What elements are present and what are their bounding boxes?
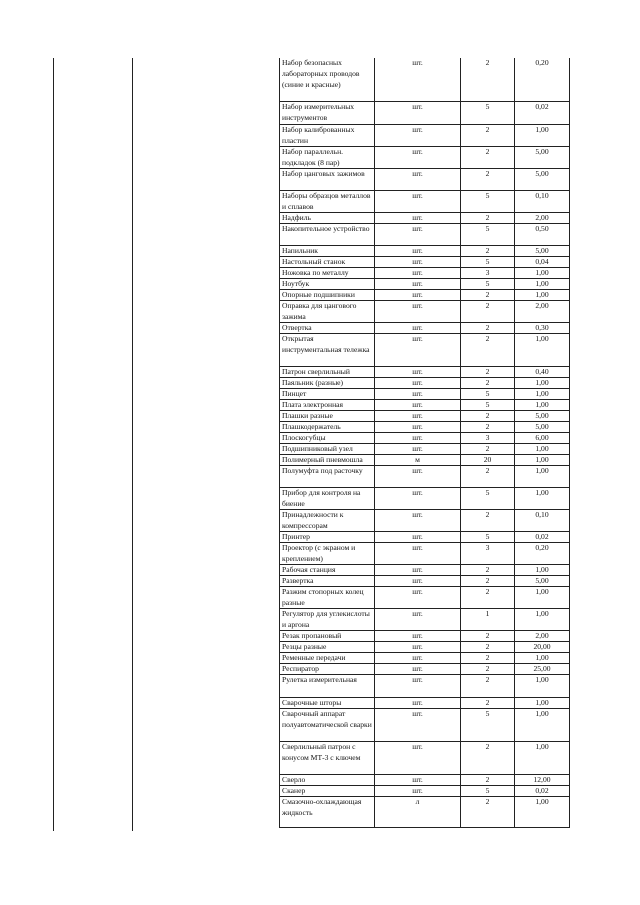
- item-name: Отвертка: [279, 323, 374, 333]
- item-unit: шт.: [374, 510, 460, 531]
- table-row: [279, 466, 570, 488]
- table-row: [279, 742, 570, 775]
- item-qty: 5: [460, 532, 514, 542]
- table-row: [279, 609, 570, 631]
- item-qty: 5: [460, 102, 514, 124]
- item-name: Сварочные шторы: [279, 698, 374, 708]
- item-value: 0,30: [514, 323, 570, 333]
- table-row: [279, 323, 570, 334]
- item-value: 0,40: [514, 367, 570, 377]
- item-name: Накопительное устройство: [279, 224, 374, 245]
- table-row: [279, 147, 570, 169]
- item-name: Патрон сверлильный: [279, 367, 374, 377]
- item-unit: шт.: [374, 698, 460, 708]
- item-value: 1,00: [514, 653, 570, 663]
- table-row: [279, 224, 570, 246]
- item-name: Оправка для цангового зажима: [279, 301, 374, 322]
- item-value: 1,00: [514, 609, 570, 630]
- item-value: 12,00: [514, 775, 570, 785]
- table-row: [279, 664, 570, 675]
- table-row: [279, 58, 570, 102]
- item-qty: 5: [460, 224, 514, 245]
- item-qty: 5: [460, 257, 514, 267]
- item-value: 1,00: [514, 797, 570, 827]
- item-name: Набор калиброванных пластин: [279, 125, 374, 146]
- item-value: 1,00: [514, 290, 570, 300]
- item-qty: 2: [460, 367, 514, 377]
- item-name: Принадлежности к компрессорам: [279, 510, 374, 531]
- item-name: Наборы образцов металлов и сплавов: [279, 191, 374, 212]
- item-value: 1,00: [514, 268, 570, 278]
- table-row: [279, 169, 570, 191]
- item-unit: шт.: [374, 532, 460, 542]
- item-unit: шт.: [374, 323, 460, 333]
- item-value: 20,00: [514, 642, 570, 652]
- item-value: 1,00: [514, 125, 570, 146]
- item-value: 0,02: [514, 786, 570, 796]
- item-qty: 2: [460, 323, 514, 333]
- item-qty: 5: [460, 488, 514, 509]
- table-row: [279, 775, 570, 786]
- item-value: 1,00: [514, 389, 570, 399]
- item-qty: 2: [460, 510, 514, 531]
- item-qty: 2: [460, 334, 514, 366]
- item-name: Полумуфта под расточку: [279, 466, 374, 487]
- item-value: 1,00: [514, 334, 570, 366]
- table-row: [279, 213, 570, 224]
- item-unit: шт.: [374, 543, 460, 564]
- item-qty: 3: [460, 268, 514, 278]
- item-qty: 2: [460, 587, 514, 608]
- table-row: [279, 510, 570, 532]
- item-qty: 5: [460, 709, 514, 741]
- item-unit: шт.: [374, 444, 460, 454]
- item-name: Открытая инструментальная тележка: [279, 334, 374, 366]
- item-value: 1,00: [514, 444, 570, 454]
- item-name: Сканер: [279, 786, 374, 796]
- item-qty: 2: [460, 797, 514, 827]
- table-row: [279, 334, 570, 367]
- table-row: [279, 709, 570, 742]
- item-name: Пинцет: [279, 389, 374, 399]
- item-value: 0,10: [514, 191, 570, 212]
- item-unit: шт.: [374, 631, 460, 641]
- table-row: [279, 191, 570, 213]
- table-row: [279, 422, 570, 433]
- item-value: 1,00: [514, 709, 570, 741]
- item-name: Настольный станок: [279, 257, 374, 267]
- item-unit: шт.: [374, 125, 460, 146]
- item-unit: шт.: [374, 334, 460, 366]
- item-qty: 3: [460, 543, 514, 564]
- item-name: Полимерный пневмошла: [279, 455, 374, 465]
- item-qty: 5: [460, 389, 514, 399]
- item-unit: шт.: [374, 279, 460, 289]
- item-qty: 2: [460, 169, 514, 190]
- item-qty: 2: [460, 411, 514, 421]
- table-row: [279, 268, 570, 279]
- item-value: 2,00: [514, 631, 570, 641]
- table-row: [279, 301, 570, 323]
- table-row: [279, 279, 570, 290]
- item-unit: шт.: [374, 587, 460, 608]
- item-name: Регулятор для углекислоты и аргона: [279, 609, 374, 630]
- item-name: Сверлильный патрон с конусом МТ-3 с ключем: [279, 742, 374, 774]
- item-qty: 2: [460, 576, 514, 586]
- item-qty: 1: [460, 609, 514, 630]
- item-name: Развертка: [279, 576, 374, 586]
- item-value: 0,04: [514, 257, 570, 267]
- item-name: Ножовка по металлу: [279, 268, 374, 278]
- table-row: [279, 653, 570, 664]
- item-qty: 2: [460, 775, 514, 785]
- left-border-line-1: [53, 58, 54, 831]
- item-unit: шт.: [374, 609, 460, 630]
- item-unit: шт.: [374, 709, 460, 741]
- item-value: 1,00: [514, 279, 570, 289]
- item-unit: л: [374, 797, 460, 827]
- table-row: [279, 488, 570, 510]
- table-row: [279, 565, 570, 576]
- item-value: 1,00: [514, 587, 570, 608]
- item-value: 0,10: [514, 510, 570, 531]
- item-unit: шт.: [374, 147, 460, 168]
- item-value: 0,02: [514, 102, 570, 124]
- table-row: [279, 389, 570, 400]
- item-value: 5,00: [514, 422, 570, 432]
- item-unit: шт.: [374, 224, 460, 245]
- table-row: [279, 125, 570, 147]
- item-name: Респиратор: [279, 664, 374, 674]
- table-row: [279, 455, 570, 466]
- item-name: Прибор для контроля на биение: [279, 488, 374, 509]
- table-row: [279, 797, 570, 828]
- item-value: 0,02: [514, 532, 570, 542]
- item-unit: шт.: [374, 786, 460, 796]
- item-qty: 5: [460, 400, 514, 410]
- table-row: [279, 257, 570, 268]
- item-name: Опорные подшипники: [279, 290, 374, 300]
- item-unit: шт.: [374, 488, 460, 509]
- item-name: Сверло: [279, 775, 374, 785]
- item-name: Проектор (с экраном и креплением): [279, 543, 374, 564]
- table-row: [279, 444, 570, 455]
- item-qty: 2: [460, 742, 514, 774]
- item-qty: 2: [460, 653, 514, 663]
- item-value: 1,00: [514, 698, 570, 708]
- item-qty: 2: [460, 444, 514, 454]
- item-value: 2,00: [514, 301, 570, 322]
- item-qty: 2: [460, 246, 514, 256]
- item-unit: шт.: [374, 246, 460, 256]
- item-name: Принтер: [279, 532, 374, 542]
- item-name: Рулетка измерительная: [279, 675, 374, 697]
- item-name: Ноутбук: [279, 279, 374, 289]
- item-name: Напильник: [279, 246, 374, 256]
- item-qty: 2: [460, 675, 514, 697]
- item-name: Плата электронная: [279, 400, 374, 410]
- item-unit: шт.: [374, 565, 460, 575]
- item-qty: 2: [460, 466, 514, 487]
- item-unit: шт.: [374, 378, 460, 388]
- item-unit: шт.: [374, 58, 460, 101]
- table-row: [279, 587, 570, 609]
- item-name: Набор безопасных лабораторных проводов (синие и красные): [279, 58, 374, 101]
- table-row: [279, 698, 570, 709]
- table-row: [279, 675, 570, 698]
- equipment-table: [279, 58, 570, 828]
- left-border-line-2: [132, 58, 133, 831]
- item-qty: 2: [460, 642, 514, 652]
- item-value: 2,00: [514, 213, 570, 223]
- item-qty: 5: [460, 279, 514, 289]
- item-value: 0,20: [514, 58, 570, 101]
- item-unit: шт.: [374, 257, 460, 267]
- item-unit: шт.: [374, 433, 460, 443]
- item-unit: шт.: [374, 301, 460, 322]
- item-value: 1,00: [514, 565, 570, 575]
- table-row: [279, 543, 570, 565]
- table-row: [279, 576, 570, 587]
- item-name: Набор измерительных инструментов: [279, 102, 374, 124]
- item-unit: шт.: [374, 169, 460, 190]
- table-row: [279, 532, 570, 543]
- item-value: 1,00: [514, 742, 570, 774]
- item-name: Резцы разные: [279, 642, 374, 652]
- item-unit: шт.: [374, 664, 460, 674]
- item-qty: 2: [460, 631, 514, 641]
- item-unit: шт.: [374, 576, 460, 586]
- item-unit: шт.: [374, 367, 460, 377]
- item-unit: шт.: [374, 466, 460, 487]
- item-unit: шт.: [374, 675, 460, 697]
- item-qty: 5: [460, 191, 514, 212]
- table-row: [279, 642, 570, 653]
- item-qty: 2: [460, 698, 514, 708]
- item-qty: 2: [460, 565, 514, 575]
- item-name: Рабочая станция: [279, 565, 374, 575]
- item-value: 1,00: [514, 675, 570, 697]
- item-qty: 5: [460, 786, 514, 796]
- item-value: 5,00: [514, 576, 570, 586]
- item-unit: шт.: [374, 742, 460, 774]
- item-value: 1,00: [514, 466, 570, 487]
- item-unit: шт.: [374, 102, 460, 124]
- item-value: 25,00: [514, 664, 570, 674]
- item-qty: 2: [460, 378, 514, 388]
- item-name: Ременные передачи: [279, 653, 374, 663]
- table-row: [279, 631, 570, 642]
- item-name: Надфиль: [279, 213, 374, 223]
- item-value: 5,00: [514, 246, 570, 256]
- table-row: [279, 411, 570, 422]
- item-name: Сварочный аппарат полуавтоматической сварки: [279, 709, 374, 741]
- table-row: [279, 367, 570, 378]
- item-unit: шт.: [374, 411, 460, 421]
- item-value: 5,00: [514, 169, 570, 190]
- item-qty: 2: [460, 147, 514, 168]
- item-qty: 2: [460, 422, 514, 432]
- table-row: [279, 290, 570, 301]
- table-row: [279, 786, 570, 797]
- item-qty: 3: [460, 433, 514, 443]
- item-value: 5,00: [514, 147, 570, 168]
- item-value: 1,00: [514, 400, 570, 410]
- item-unit: шт.: [374, 422, 460, 432]
- item-name: Плашкодержатель: [279, 422, 374, 432]
- table-row: [279, 378, 570, 389]
- item-qty: 20: [460, 455, 514, 465]
- item-name: Плашки разные: [279, 411, 374, 421]
- item-value: 1,00: [514, 378, 570, 388]
- item-unit: шт.: [374, 653, 460, 663]
- item-qty: 2: [460, 125, 514, 146]
- item-unit: шт.: [374, 775, 460, 785]
- item-name: Набор параллельн. подкладок (8 пар): [279, 147, 374, 168]
- table-row: [279, 400, 570, 411]
- item-qty: 2: [460, 290, 514, 300]
- item-name: Резак пропановый: [279, 631, 374, 641]
- item-qty: 2: [460, 213, 514, 223]
- item-name: Смазочно-охлаждающая жидкость: [279, 797, 374, 827]
- item-qty: 2: [460, 58, 514, 101]
- item-name: Разжим стопорных колец разные: [279, 587, 374, 608]
- item-name: Подшипниковый узел: [279, 444, 374, 454]
- table-row: [279, 433, 570, 444]
- item-name: Паяльник (разные): [279, 378, 374, 388]
- item-qty: 2: [460, 664, 514, 674]
- item-unit: шт.: [374, 400, 460, 410]
- item-value: 5,00: [514, 411, 570, 421]
- table-row: [279, 246, 570, 257]
- item-unit: шт.: [374, 290, 460, 300]
- item-value: 0,20: [514, 543, 570, 564]
- item-value: 1,00: [514, 488, 570, 509]
- item-unit: шт.: [374, 389, 460, 399]
- item-unit: шт.: [374, 191, 460, 212]
- item-qty: 2: [460, 301, 514, 322]
- table-row: [279, 102, 570, 125]
- item-unit: м: [374, 455, 460, 465]
- item-unit: шт.: [374, 642, 460, 652]
- item-unit: шт.: [374, 213, 460, 223]
- item-value: 1,00: [514, 455, 570, 465]
- item-name: Набор цанговых зажимов: [279, 169, 374, 190]
- item-value: 0,50: [514, 224, 570, 245]
- item-name: Плоскогубцы: [279, 433, 374, 443]
- item-value: 6,00: [514, 433, 570, 443]
- item-unit: шт.: [374, 268, 460, 278]
